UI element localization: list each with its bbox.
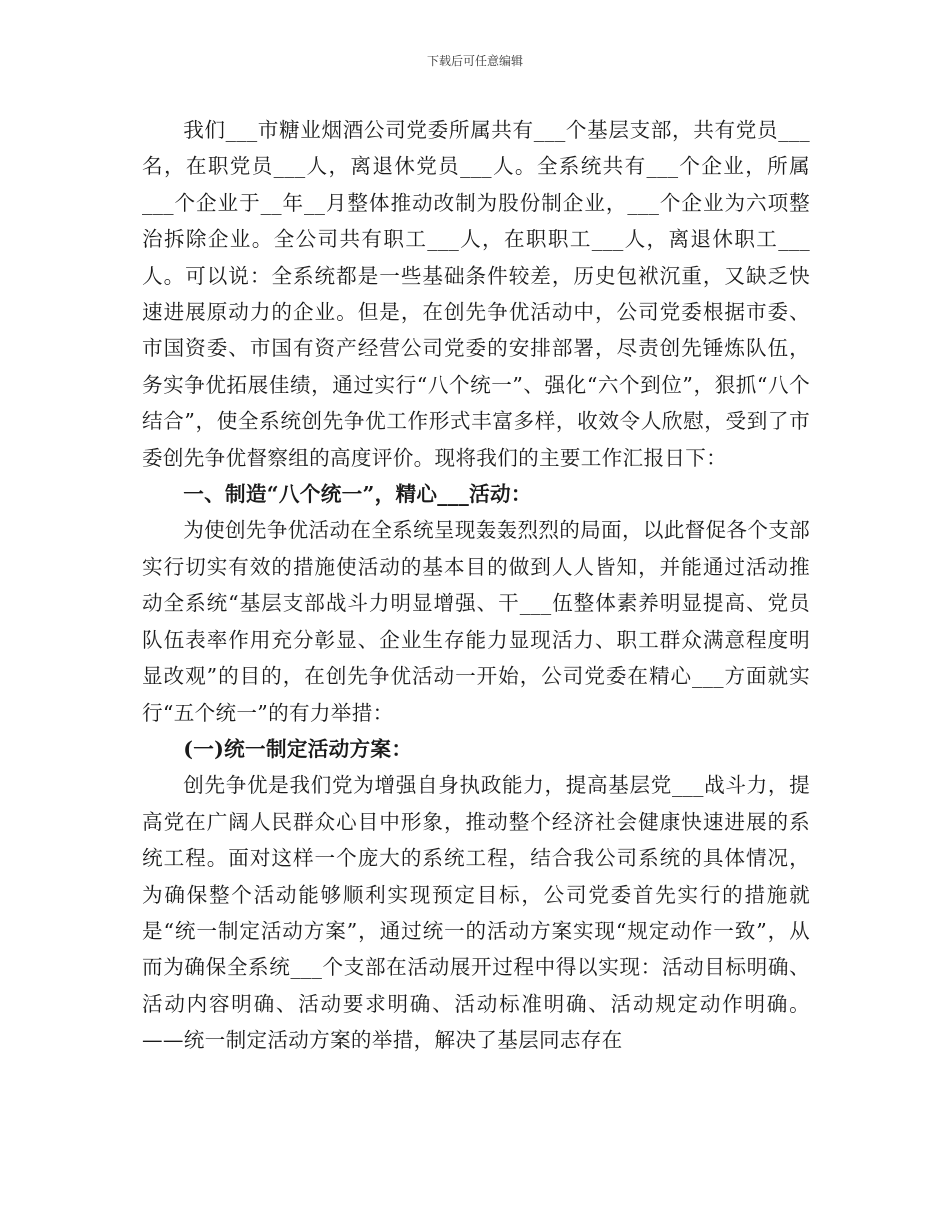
page-header: 下载后可任意编辑 <box>426 54 523 68</box>
section-heading: 一、制造“八个统一”，精心___活动： <box>183 482 532 507</box>
subsection-heading: (一)统一制定活动方案： <box>183 736 413 761</box>
subsection-paragraph: 创先争优是我们党为增强自身执政能力，提高基层党___战斗力，提高党在广阔人民群众心目中形象，推动整个经济社会健康快速进展的系统工程。面对这样一个庞大的系统工程，结合我公司系统的具体情况，为确保整个活动能够顺利实现预定目标，公司党委首先实行的措施就是“统一制定活动方案”，通过统一的活动方案实现“规定动作一致”，从而为确保全系统___个支部在活动展开过程中得以实现：活动目标明确、活动内容明确、活动要求明确、活动标准明确、活动规定动作明确。——统一制定活动方案的举措，解决了基层同志存在 <box>142 773 810 1053</box>
section-paragraph: 为使创先争优活动在全系统呈现轰轰烈烈的局面，以此督促各个支部实行切实有效的措施使活动的基本目的做到人人皆知，并能通过活动推动全系统“基层支部战斗力明显增强、干___伍整体素养明显提高、党员队伍表率作用充分彰显、企业生存能力显现活力、职工群众满意程度明显改观”的目的，在创先争优活动一开始，公司党委在精心___方面就实行“五个统一”的有力举措： <box>142 518 810 725</box>
intro-paragraph: 我们___市糖业烟酒公司党委所属共有___个基层支部，共有党员___名，在职党员___人，离退休党员___人。全系统共有___个企业，所属___个企业于__年__月整体推动改制为股份制企业，___个企业为六项整治拆除企业。全公司共有职工___人，在职职工___人，离退休职工___人。可以说：全系统都是一些基础条件较差，历史包袱沉重，又缺乏快速进展原动力的企业。但是，在创先争优活动中，公司党委根据市委、市国资委、市国有资产经营公司党委的安排部署，尽责创先锤炼队伍，务实争优拓展佳绩，通过实行“八个统一”、强化“六个到位”，狠抓“八个结合”，使全系统创先争优工作形式丰富多样，收效令人欣慰，受到了市委创先争优督察组的高度评价。现将我们的主要工作汇报日下： <box>142 118 810 470</box>
document-body <box>142 112 810 1059</box>
